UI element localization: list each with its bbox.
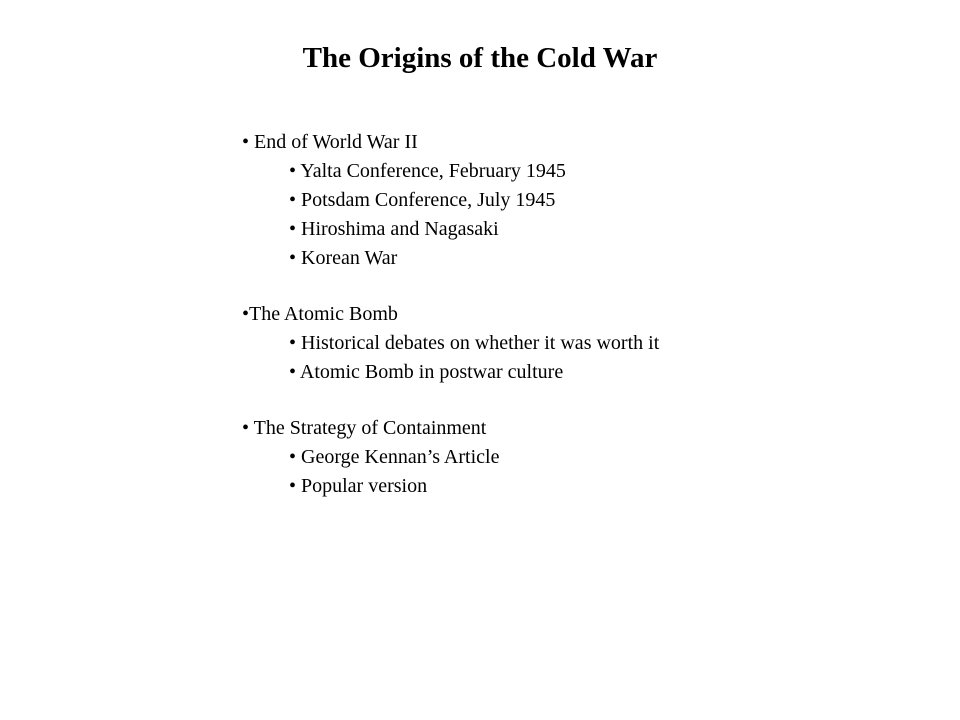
section-heading: •The Atomic Bomb xyxy=(242,303,398,325)
section-atomic-bomb xyxy=(242,300,882,387)
sub-bullet: • Atomic Bomb in postwar culture xyxy=(289,361,564,383)
sub-bullet: • Potsdam Conference, July 1945 xyxy=(289,189,556,211)
sub-bullet: • Historical debates on whether it was worth it xyxy=(289,332,660,354)
sub-bullet: • Yalta Conference, February 1945 xyxy=(289,160,566,182)
sub-bullet: • Hiroshima and Nagasaki xyxy=(289,218,499,240)
section-heading: • End of World War II xyxy=(242,131,418,153)
bullet-outline xyxy=(242,128,882,528)
sub-bullet: • Popular version xyxy=(289,475,428,497)
section-heading: • The Strategy of Containment xyxy=(242,417,487,439)
section-end-of-ww2 xyxy=(242,128,882,273)
slide-title: The Origins of the Cold War xyxy=(302,42,658,74)
sub-bullet: • Korean War xyxy=(289,247,398,269)
section-containment xyxy=(242,414,882,501)
sub-bullet: • George Kennan’s Article xyxy=(289,446,500,468)
